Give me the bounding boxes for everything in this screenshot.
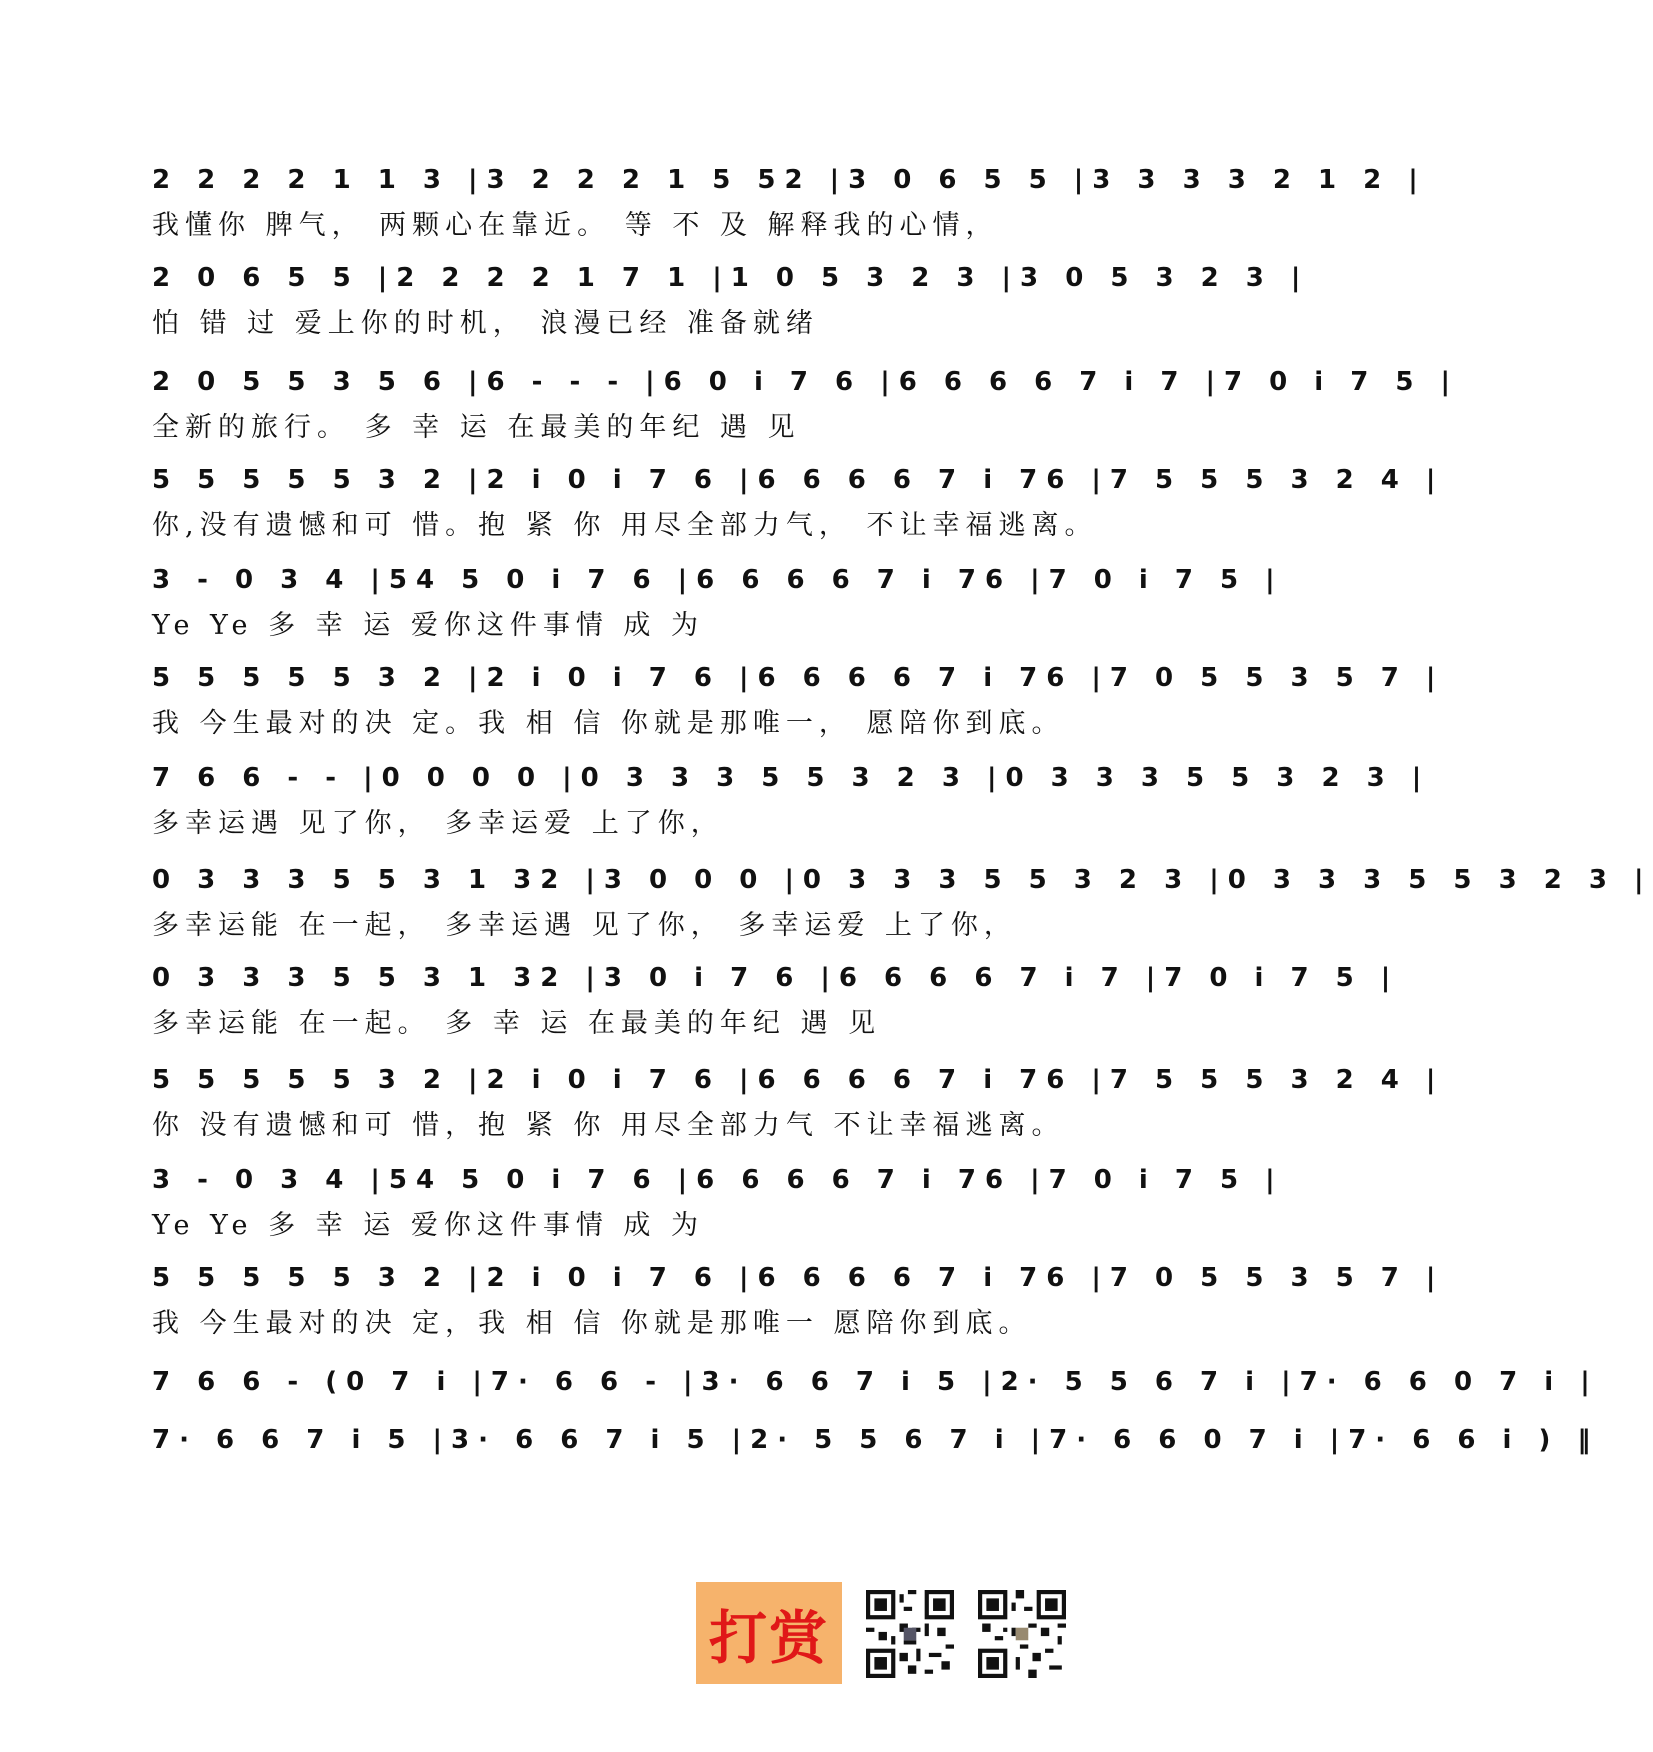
reward-button[interactable]: [696, 1582, 842, 1684]
notation-line: 7 6 6 - (0 7 i |7· 6 6 - |3· 6 6 7 i 5 |2· 5 5 6 7 i |7· 6 6 0 7 i |: [152, 1367, 1599, 1397]
lyric-line: 你 没有遗憾和可 惜，抱 紧 你 用尽全部力气 不让幸福逃离。: [152, 1110, 1065, 1141]
lyric-line: Ye Ye 多 幸 运 爱你这件事情 成 为: [152, 610, 704, 641]
lyric-line: 多幸运能 在一起。 多 幸 运 在最美的年纪 遇 见: [152, 1008, 882, 1039]
qr-code-icon: [978, 1590, 1066, 1678]
notation-line: 3 - 0 3 4 |54 5 0 i 7 6 |6 6 6 6 7 i 76 |7 0 i 7 5 |: [152, 1165, 1284, 1195]
lyric-line: 多幸运能 在一起， 多幸运遇 见了你， 多幸运爱 上了你，: [152, 910, 1017, 941]
lyric-line: Ye Ye 多 幸 运 爱你这件事情 成 为: [152, 1210, 704, 1241]
notation-line: 5 5 5 5 5 3 2 |2 i 0 i 7 6 |6 6 6 6 7 i 76 |7 5 5 5 3 2 4 |: [152, 465, 1445, 495]
notation-line: 7 6 6 - - |0 0 0 0 |0 3 3 3 5 5 3 2 3 |0 3 3 3 5 5 3 2 3 |: [152, 763, 1431, 793]
notation-line: 5 5 5 5 5 3 2 |2 i 0 i 7 6 |6 6 6 6 7 i 76 |7 0 5 5 3 5 7 |: [152, 663, 1445, 693]
notation-line: 2 0 6 5 5 |2 2 2 2 1 7 1 |1 0 5 3 2 3 |3 0 5 3 2 3 |: [152, 263, 1310, 293]
lyric-line: 多幸运遇 见了你， 多幸运爱 上了你，: [152, 808, 724, 839]
notation-line: 0 3 3 3 5 5 3 1 32 |3 0 0 0 |0 3 3 3 5 5 3 2 3 |0 3 3 3 5 5 3 2 3 |: [152, 865, 1653, 895]
notation-line: 0 3 3 3 5 5 3 1 32 |3 0 i 7 6 |6 6 6 6 7 i 7 |7 0 i 7 5 |: [152, 963, 1400, 993]
notation-line: 2 0 5 5 3 5 6 |6 - - - |6 0 i 7 6 |6 6 6 6 7 i 7 |7 0 i 7 5 |: [152, 367, 1460, 397]
notation-line: 3 - 0 3 4 |54 5 0 i 7 6 |6 6 6 6 7 i 76 |7 0 i 7 5 |: [152, 565, 1284, 595]
notation-line: 7· 6 6 7 i 5 |3· 6 6 7 i 5 |2· 5 5 6 7 i |7· 6 6 0 7 i |7· 6 6 i ) ‖: [152, 1425, 1600, 1455]
reward-label: 打赏: [708, 1604, 829, 1672]
lyric-line: 我 今生最对的决 定，我 相 信 你就是那唯一 愿陪你到底。: [152, 1308, 1032, 1339]
lyric-line: 我懂你 脾气， 两颗心在靠近。 等 不 及 解释我的心情，: [152, 210, 999, 241]
lyric-line: 全新的旅行。 多 幸 运 在最美的年纪 遇 见: [152, 412, 801, 443]
lyric-line: 怕 错 过 爱上你的时机， 浪漫已经 准备就绪: [152, 308, 819, 339]
notation-line: 2 2 2 2 1 1 3 |3 2 2 2 1 5 52 |3 0 6 5 5 |3 3 3 3 2 1 2 |: [152, 165, 1427, 195]
lyric-line: 你,没有遗憾和可 惜。抱 紧 你 用尽全部力气， 不让幸福逃离。: [152, 510, 1098, 541]
notation-line: 5 5 5 5 5 3 2 |2 i 0 i 7 6 |6 6 6 6 7 i 76 |7 5 5 5 3 2 4 |: [152, 1065, 1445, 1095]
lyric-line: 我 今生最对的决 定。我 相 信 你就是那唯一， 愿陪你到底。: [152, 708, 1065, 739]
notation-line: 5 5 5 5 5 3 2 |2 i 0 i 7 6 |6 6 6 6 7 i 76 |7 0 5 5 3 5 7 |: [152, 1263, 1445, 1293]
qr-code-icon: [866, 1590, 954, 1678]
